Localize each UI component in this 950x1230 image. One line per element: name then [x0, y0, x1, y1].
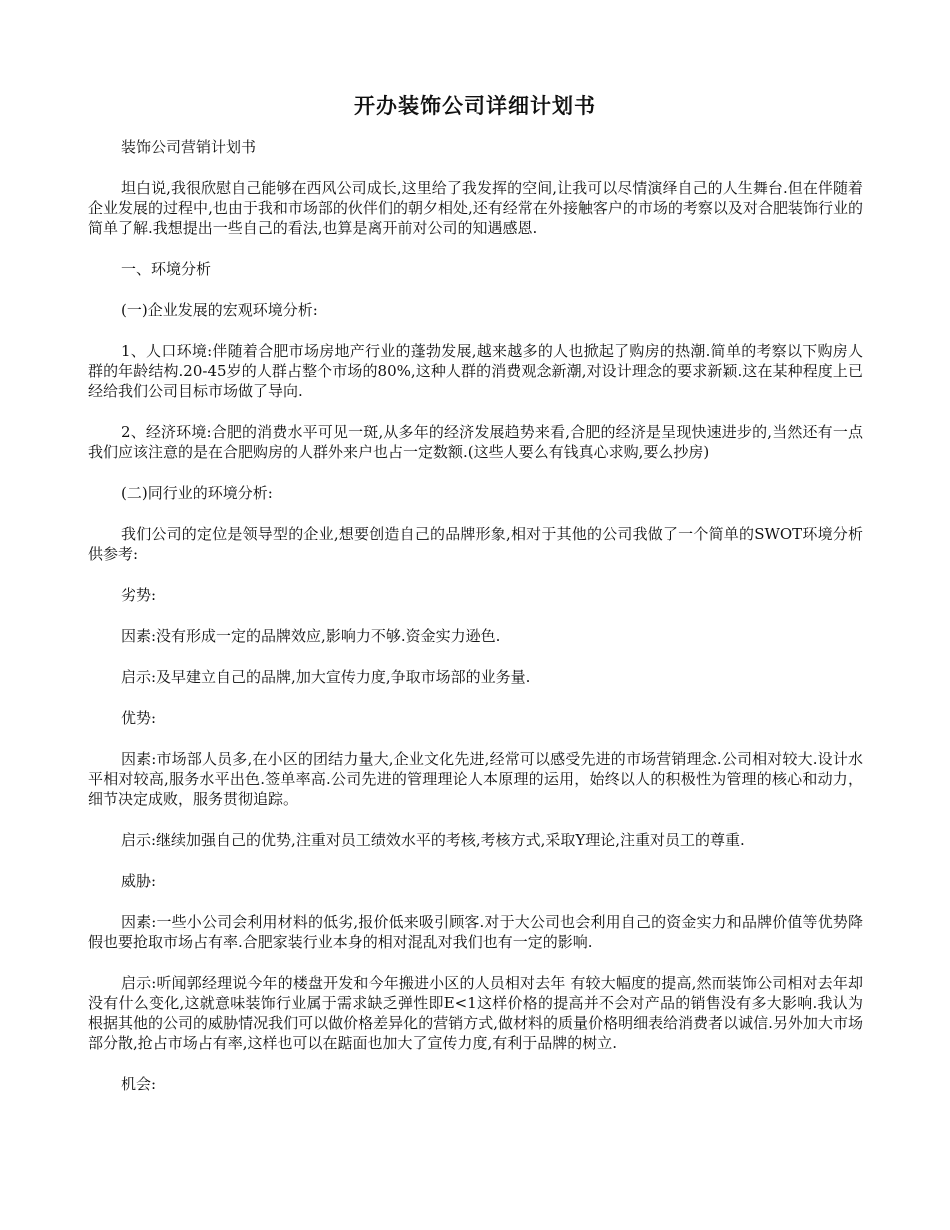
document-body — [88, 137, 863, 1115]
heading-environment-analysis: 一、环境分析 — [121, 260, 212, 278]
paragraph-intro: 坦白说,我很欣慰自己能够在西风公司成长,这里给了我发挥的空间,让我可以尽情演绎自己的人生舞台.但在伴随着企业发展的过程中,也由于我和市场部的伙伴们的朝夕相处,还有经常在外接触客户的市场的考察以及对合肥装饰行业的简单了解.我想提出一些自己的看法,也算是离开前对公司的知遇感恩. — [88, 179, 863, 237]
paragraph-weakness-insight: 启示:及早建立自己的品牌,加大宣传力度,争取市场部的业务量. — [121, 668, 531, 686]
paragraph-subtitle: 装饰公司营销计划书 — [121, 138, 257, 156]
paragraph-economy: 2、经济环境:合肥的消费水平可见一斑,从多年的经济发展趋势来看,合肥的经济是呈现快速进步的,当然还有一点我们应该注意的是在合肥购房的人群外来户也占一定数额.(这些人要么有钱真心求购,要么抄房) — [88, 423, 863, 461]
paragraph-weakness-factor: 因素:没有形成一定的品牌效应,影响力不够.资金实力逊色. — [121, 627, 501, 645]
heading-threat: 威胁: — [121, 872, 157, 890]
document-title: 开办装饰公司详细计划书 — [354, 94, 596, 118]
heading-strength: 优势: — [121, 709, 157, 727]
heading-weakness: 劣势: — [121, 586, 157, 604]
paragraph-swot-intro: 我们公司的定位是领导型的企业,想要创造自己的品牌形象,相对于其他的公司我做了一个简单的SWOT环境分析供参考: — [88, 525, 863, 563]
paragraph-strength-factor: 因素:市场部人员多,在小区的团结力量大,企业文化先进,经常可以感受先进的市场营销理念.公司相对较大.设计水平相对较高,服务水平出色.签单率高.公司先进的管理理论人本原理的运用，始终以人的积极性为管理的核心和动力，细节决定成败，服务贯彻追踪。 — [88, 750, 863, 808]
paragraph-strength-insight: 启示:继续加强自己的优势,注重对员工绩效水平的考核,考核方式,采取Y理论,注重对员工的尊重. — [121, 831, 745, 849]
heading-opportunity: 机会: — [121, 1075, 157, 1093]
heading-industry-environment: (二)同行业的环境分析: — [121, 484, 273, 502]
paragraph-population: 1、人口环境:伴随着合肥市场房地产行业的蓬勃发展,越来越多的人也掀起了购房的热潮.简单的考察以下购房人群的年龄结构.20-45岁的人群占整个市场的80%,这种人群的消费观念新潮,对设计理念的要求新颖.这在某种程度上已经给我们公司目标市场做了导向. — [88, 342, 863, 400]
paragraph-threat-insight: 启示:听闻郭经理说今年的楼盘开发和今年搬进小区的人员相对去年 有较大幅度的提高,然而装饰公司相对去年却没有什么变化,这就意味装饰行业属于需求缺乏弹性即E<1这样价格的提高并不会对产品的销售没有多大影响.我认为根据其他的公司的威胁情况我们可以做价格差异化的营销方式,做材料的质量价格明细表给消费者以诚信.另外加大市场部分散,抢占市场占有率,这样也可以在踮面也加大了宣传力度,有利于品牌的树立. — [88, 974, 863, 1052]
paragraph-threat-factor: 因素:一些小公司会利用材料的低劣,报价低来吸引顾客.对于大公司也会利用自己的资金实力和品牌价值等优势降假也要抢取市场占有率.合肥家装行业本身的相对混乱对我们也有一定的影响. — [88, 913, 863, 951]
heading-macro-environment: (一)企业发展的宏观环境分析: — [121, 301, 318, 319]
